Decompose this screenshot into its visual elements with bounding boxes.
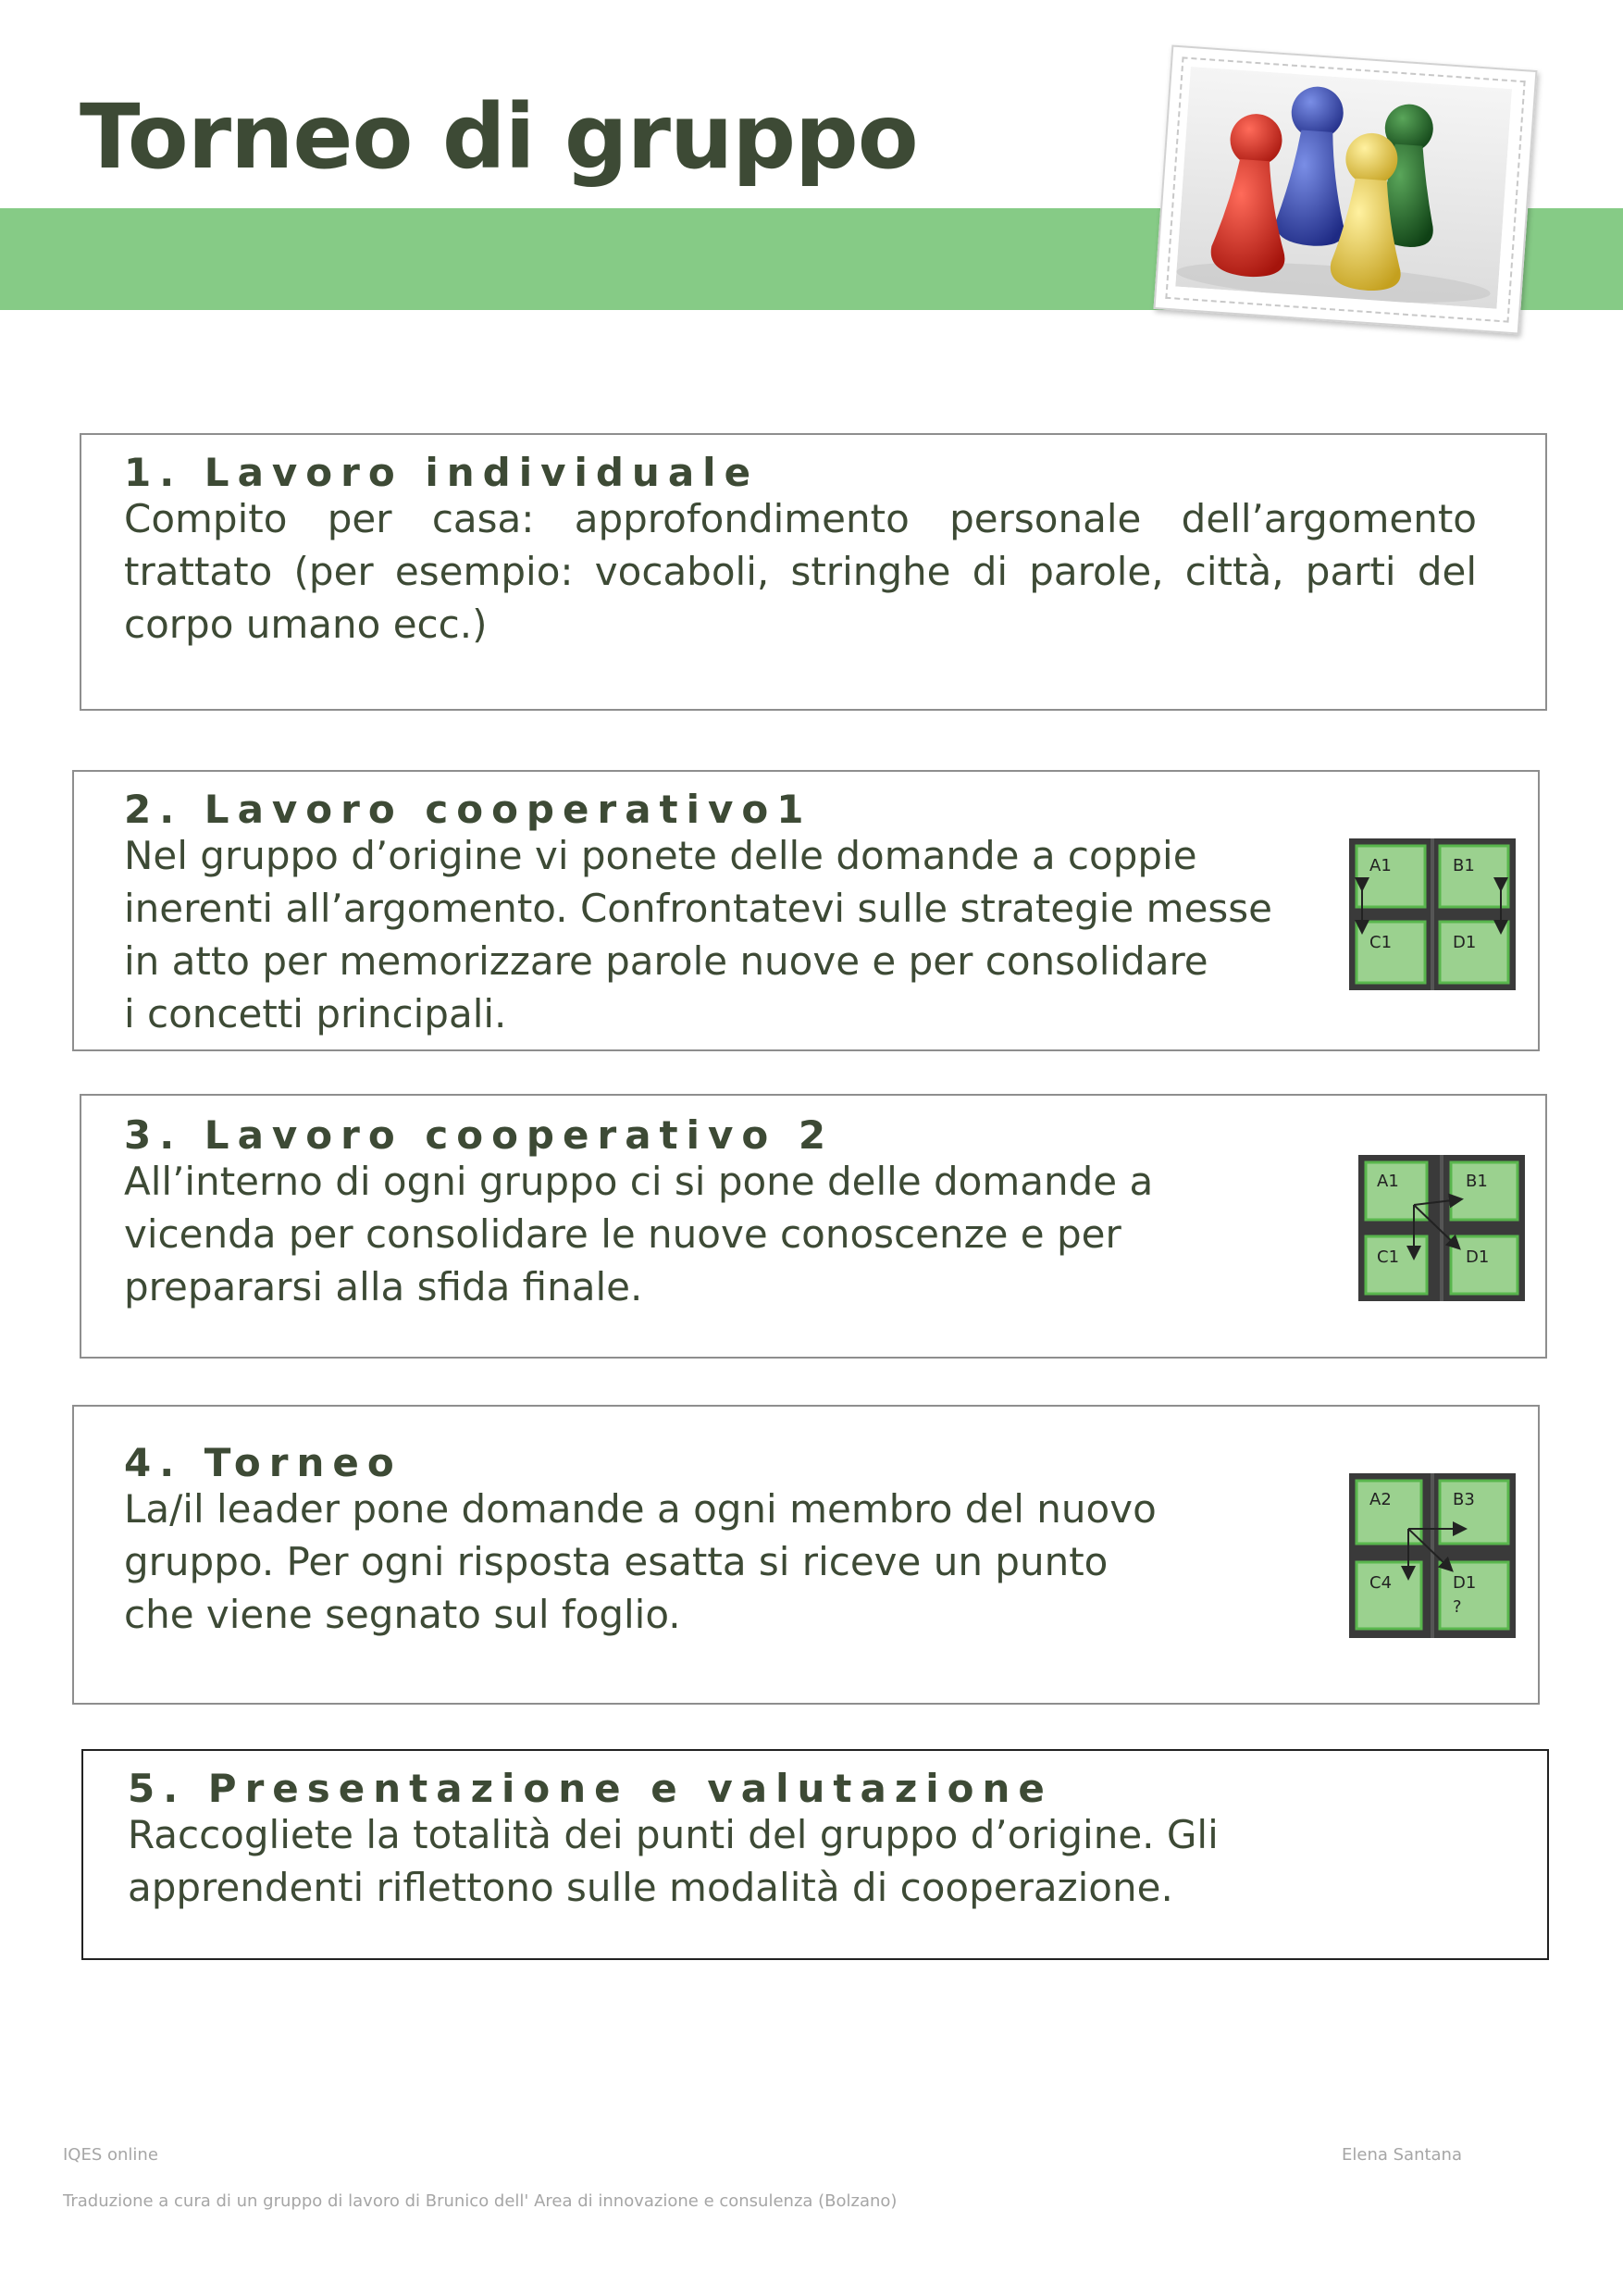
diagram-1-label-c1: C1 [1369,933,1393,952]
game-pawns-photo-icon [1175,67,1512,309]
section-2-line-3: in atto per memorizzare parole nuove e per consolidare [124,938,1208,984]
photo-frame [1154,45,1538,335]
diagram-4-label-a2: A2 [1369,1490,1392,1509]
section-2-box [72,770,1540,1051]
section-4-heading: 4. Torneo [124,1440,403,1485]
pairs-diagram-1 [1349,838,1516,990]
section-2-heading: 2. Lavoro cooperativo1 [124,787,812,832]
section-5-heading: 5. Presentazione e valutazione [128,1766,1053,1811]
section-1-box [80,433,1547,711]
section-3-box [80,1094,1547,1359]
page-title: Torneo di gruppo [80,85,918,189]
section-5-line-2: apprendenti riflettono sulle modalità di cooperazione. [128,1865,1173,1910]
section-4-line-2: gruppo. Per ogni risposta esatta si riceve un punto [124,1539,1109,1584]
diagram-4-label-d1: D1 [1453,1573,1477,1593]
section-3-line-3: prepararsi alla sfida finale. [124,1264,643,1309]
section-2-line-4: i concetti principali. [124,991,507,1036]
diagram-2-label-a1: A1 [1377,1172,1399,1191]
section-5-box [81,1749,1549,1960]
section-3-line-2: vicenda per consolidare le nuove conoscenze e per [124,1211,1121,1257]
section-2-text [124,829,1401,1040]
section-4-line-3: che viene segnato sul foglio. [124,1592,681,1637]
diagram-2-label-c1: C1 [1377,1247,1400,1267]
section-5-text [128,1808,1497,1914]
group-diagram-2 [1358,1155,1525,1301]
section-5-line-1: Raccogliete la totalità dei punti del gruppo d’origine. Gli [128,1812,1219,1857]
footer-author: Elena Santana [1342,2145,1462,2165]
diagram-4-question-mark: ? [1453,1597,1462,1617]
diagram-2-label-b1: B1 [1466,1172,1488,1191]
diagram-1-label-a1: A1 [1369,856,1392,875]
diagram-1-label-b1: B1 [1453,856,1475,875]
diagram-4-label-b3: B3 [1453,1490,1475,1509]
diagram-2-label-d1: D1 [1466,1247,1490,1267]
section-1-heading: 1. Lavoro individuale [124,450,760,495]
section-3-text [124,1155,1327,1313]
tournament-diagram [1349,1473,1516,1638]
section-3-heading: 3. Lavoro cooperativo 2 [124,1112,835,1158]
section-3-line-1: All’interno di ogni gruppo ci si pone delle domande a [124,1159,1154,1204]
footer-credit: Traduzione a cura di un gruppo di lavoro di Brunico dell' Area di innovazione e consulenza (Bolzano) [63,2191,898,2211]
section-4-box [72,1405,1540,1705]
section-4-text [124,1483,1327,1641]
section-4-line-1: La/il leader pone domande a ogni membro del nuovo [124,1486,1157,1532]
footer-source: IQES online [63,2145,158,2165]
diagram-4-label-c4: C4 [1369,1573,1393,1593]
section-2-line-1: Nel gruppo d’origine vi ponete delle domande a coppie [124,833,1197,878]
section-1-text: Compito per casa: approfondimento personale dell’argomento trattato (per esempio: vocaboli, stringhe di parole, città, parti del corpo umano ecc.) [124,496,1477,647]
section-2-line-2: inerenti all’argomento. Confrontatevi sulle strategie messe [124,886,1273,931]
diagram-1-label-d1: D1 [1453,933,1477,952]
